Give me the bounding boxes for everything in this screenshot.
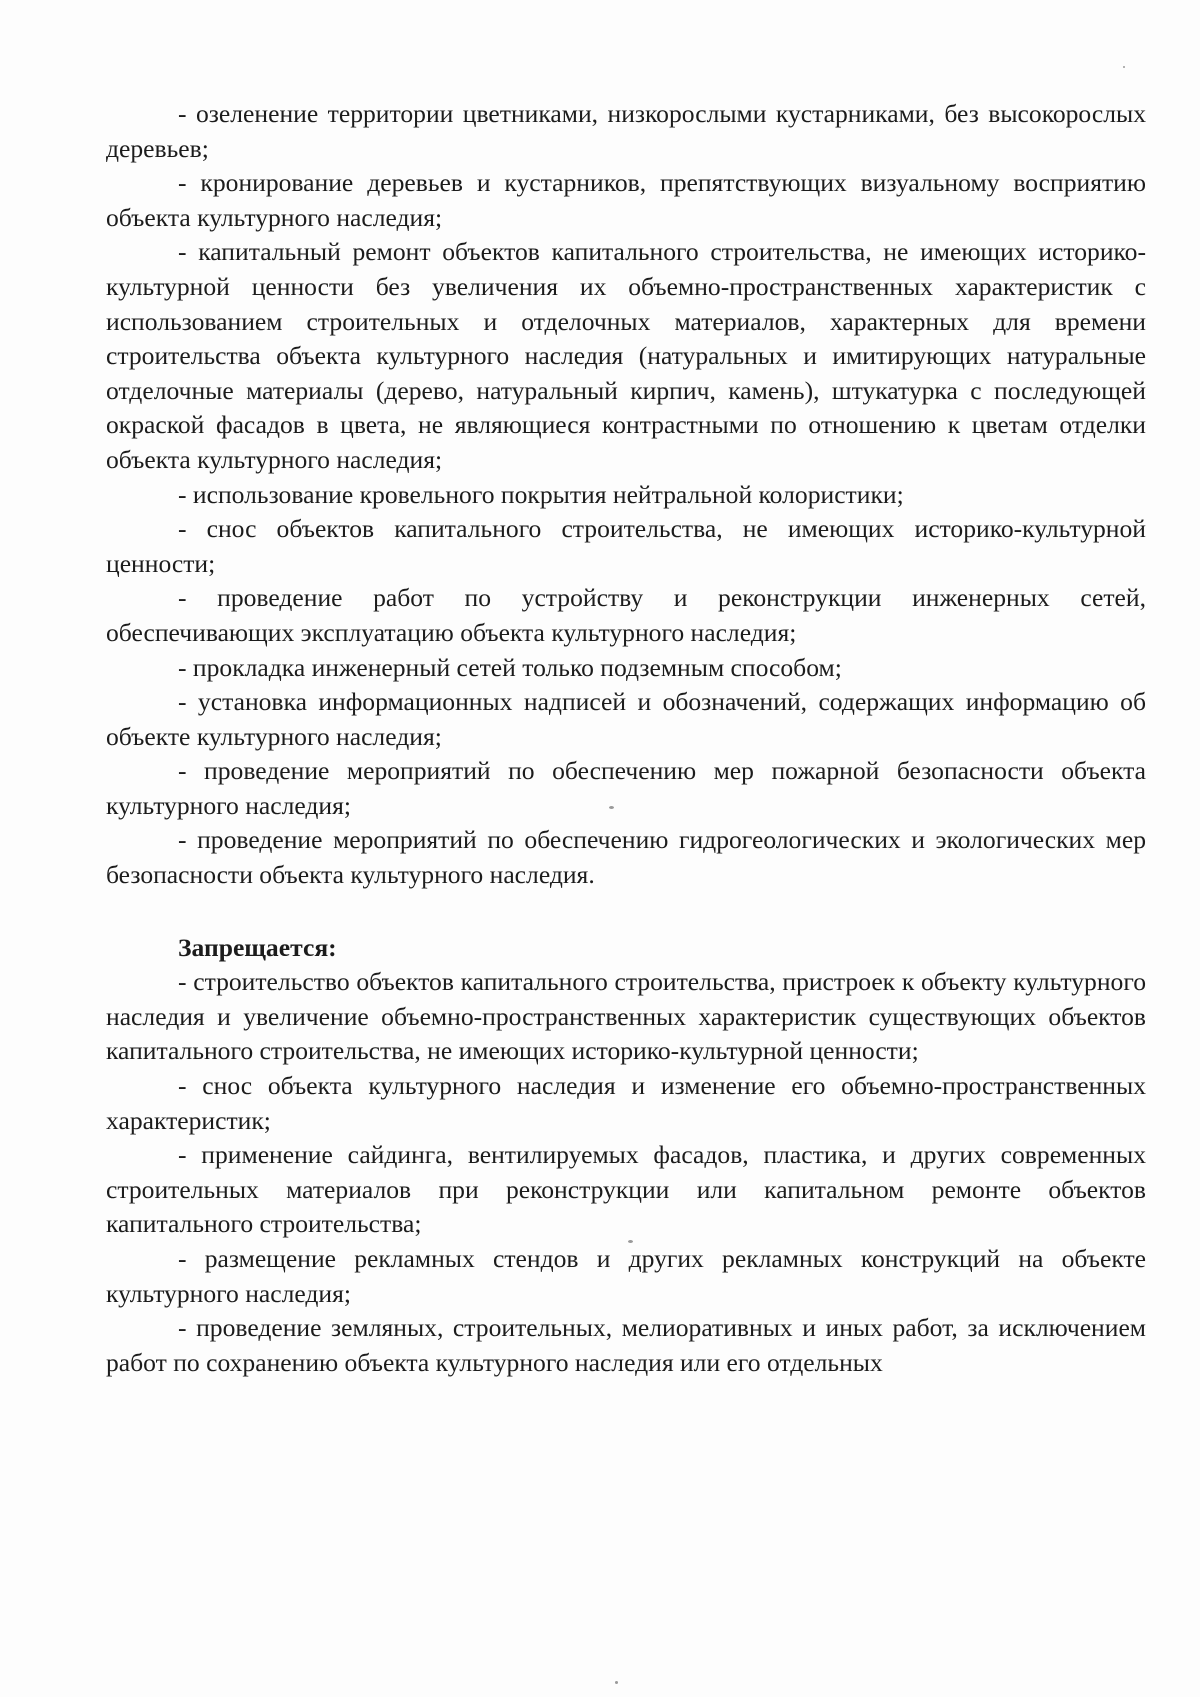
allowed-item: - проведение работ по устройству и реконструкции инженерных сетей, обеспечивающих эксплуатацию объекта культурного наследия;	[106, 583, 1146, 647]
allowed-item: - снос объектов капитального строительства, не имеющих историко-культурной ценности;	[106, 514, 1146, 578]
allowed-item: - капитальный ремонт объектов капитального строительства, не имеющих историко-культурной ценности без увеличения их объемно-пространственных характеристик с использованием строительных и отделочных материалов, характерных для времени строительства объекта культурного наследия (натуральных и имитирующих натуральные отделочные материалы (дерево, натуральный кирпич, камень), штукатурка с последующей окраской фасадов в цвета, не являющиеся контрастными по отношению к цветам отделки объекта культурного наследия;	[106, 237, 1146, 474]
prohibited-item: - размещение рекламных стендов и других рекламных конструкций на объекте культурного наследия;	[106, 1244, 1146, 1308]
allowed-item: - кронирование деревьев и кустарников, препятствующих визуальному восприятию объекта культурного наследия;	[106, 168, 1146, 232]
scan-speck	[609, 806, 614, 809]
allowed-item: - использование кровельного покрытия нейтральной колористики;	[178, 479, 904, 509]
prohibited-item: - снос объекта культурного наследия и изменение его объемно-пространственных характеристик;	[106, 1071, 1146, 1135]
prohibited-item: - проведение земляных, строительных, мелиоративных и иных работ, за исключением работ по сохранению объекта культурного наследия или его отдельных	[106, 1313, 1146, 1377]
document-body	[106, 97, 1146, 1380]
prohibited-heading: Запрещается:	[178, 932, 337, 962]
allowed-item: - установка информационных надписей и обозначений, содержащих информацию об объекте культурного наследия;	[106, 687, 1146, 751]
allowed-item: - прокладка инженерный сетей только подземным способом;	[178, 652, 842, 682]
allowed-item: - проведение мероприятий по обеспечению мер пожарной безопасности объекта культурного наследия;	[106, 756, 1146, 820]
scan-speck	[1123, 66, 1125, 68]
prohibited-item: - строительство объектов капитального строительства, пристроек к объекту культурного наследия и увеличение объемно-пространственных характеристик существующих объектов капитального строительства, не имеющих историко-культурной ценности;	[106, 967, 1146, 1066]
scan-speck	[628, 1240, 633, 1243]
allowed-item: - проведение мероприятий по обеспечению гидрогеологических и экологических мер безопасности объекта культурного наследия.	[106, 825, 1146, 890]
allowed-item: - озеленение территории цветниками, низкорослыми кустарниками, без высокорослых деревьев;	[106, 99, 1146, 163]
scan-speck	[615, 1681, 618, 1684]
prohibited-item: - применение сайдинга, вентилируемых фасадов, пластика, и других современных строительных материалов при реконструкции или капитальном ремонте объектов капитального строительства;	[106, 1140, 1146, 1239]
